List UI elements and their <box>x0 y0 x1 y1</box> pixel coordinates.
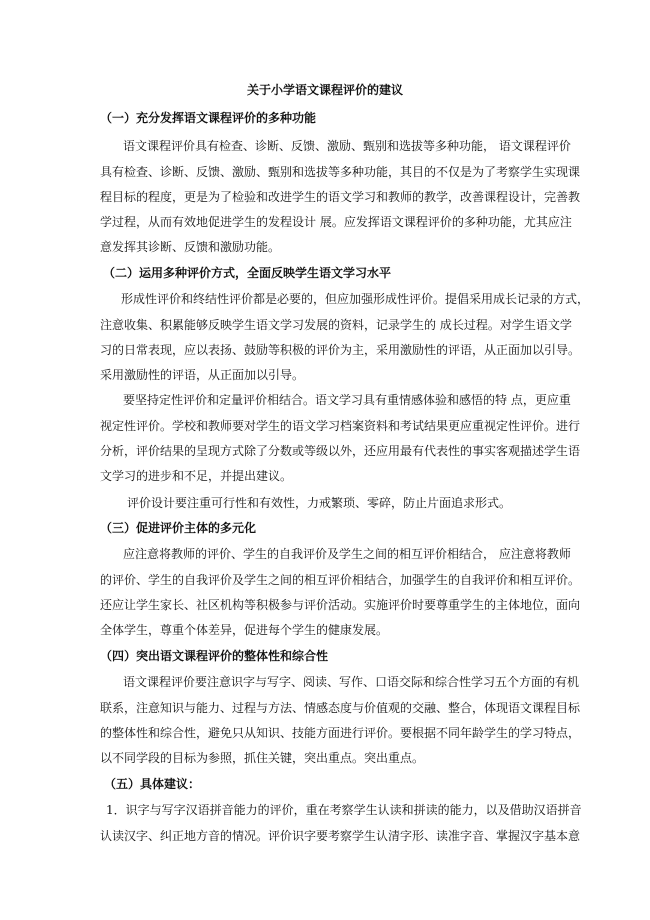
section-3-line: 全体学生，尊重个体差异，促进每个学生的健康发展。 <box>100 623 389 637</box>
section-1-line: 程目标的程度，更是为了检验和改进学生的语文学习和教师的教学，改善课程设计，完善教 <box>100 190 581 204</box>
section-4-line: 语文课程评价要注意识字与写字、阅读、写作、口语交际和综合性学习五个方面的有机 <box>123 675 580 689</box>
section-4-line: 联系，注意知识与能力、过程与方法、情感态度与价值观的交融、整合，体现语文课程目标 <box>100 701 581 715</box>
section-1-line: 具有检查、诊断、反馈、激励、甄别和选拔等多种功能，其目的不仅是为了考察学生实现课 <box>100 165 581 179</box>
section-2-p2-line: 分析，评价结果的呈现方式除了分数或等级以外，还应用最有代表性的事实客观描述学生语 <box>100 444 581 458</box>
section-3-heading: （三）促进评价主体的多元化 <box>100 521 257 535</box>
section-2-p2-line: 文学习的进步和不足，并提出建议。 <box>100 469 293 483</box>
section-2-p2-line: 视定性评价。学校和教师要对学生的语文学习档案资料和考试结果更应重视定性评价。进行 <box>100 419 581 433</box>
section-3-line: 还应让学生家长、社区机构等积极参与评价活动。实施评价时要尊重学生的主体地位，面向 <box>100 598 581 612</box>
section-2-p1-line: 注意收集、积累能够反映学生语文学习发展的资料，记录学生的 成长过程。对学生语文学 <box>100 318 572 332</box>
section-1-line: 语文课程评价具有检查、诊断、反馈、激励、甄别和选拔等多种功能， 语文课程评价 <box>123 139 571 153</box>
section-2-p1-line: 采用激励性的评语，从正面加以引导。 <box>100 368 305 382</box>
document-title: 关于小学语文课程评价的建议 <box>246 83 403 97</box>
section-1-heading: （一）充分发挥语文课程评价的多种功能 <box>100 111 317 125</box>
section-1-line: 学过程，从而有效地促进学生的发程设计 展。应发挥语文课程评价的多种功能，尤其应注 <box>100 215 572 229</box>
section-4-line: 的整体性和综合性，避免只从知识、技能方面进行评价。要根据不同年龄学生的学习特点， <box>100 726 581 740</box>
section-5-line: 认读汉字、纠正地方音的情况。评价识字要考察学生认清字形、读准字音、掌握汉字基本意 <box>100 829 581 843</box>
section-5-heading: （五）具体建议： <box>104 777 201 791</box>
section-2-p2-line: 要坚持定性评价和定量评价相结合。语文学习具有重情感体验和感悟的特 点，更应重 <box>123 393 571 407</box>
section-2-p3-line: 评价设计要注重可行性和有效性，力戒繁琐、零碎，防止片面追求形式。 <box>127 496 512 510</box>
section-4-line: 以不同学段的目标为参照，抓住关键，突出重点。突出重点。 <box>100 751 425 765</box>
section-2-heading: （二）运用多种评价方式，全面反映学生语文学习水平 <box>103 266 392 280</box>
section-1-line: 意发挥其诊断、反馈和激励功能。 <box>100 240 281 254</box>
section-2-p1-line: 形成性评价和终结性评价都是必要的，但应加强形成性评价。提倡采用成长记录的方式， <box>121 292 590 306</box>
section-5-line: 1．识字与写字汉语拼音能力的评价，重在考察学生认读和拼读的能力，以及借助汉语拼音 <box>106 803 582 817</box>
section-3-line: 应注意将教师的评价、学生的自我评价及学生之间的相互评价相结合， 应注意将教师 <box>123 547 571 561</box>
section-4-heading: （四）突出语文课程评价的整体性和综合性 <box>100 649 329 663</box>
section-3-line: 的评价、学生的自我评价及学生之间的相互评价相结合，加强学生的自我评价和相互评价。 <box>100 573 581 587</box>
section-2-p1-line: 习的日常表现，应以表扬、鼓励等积极的评价为主，采用激励性的评语，从正面加以引导。 <box>100 343 581 357</box>
